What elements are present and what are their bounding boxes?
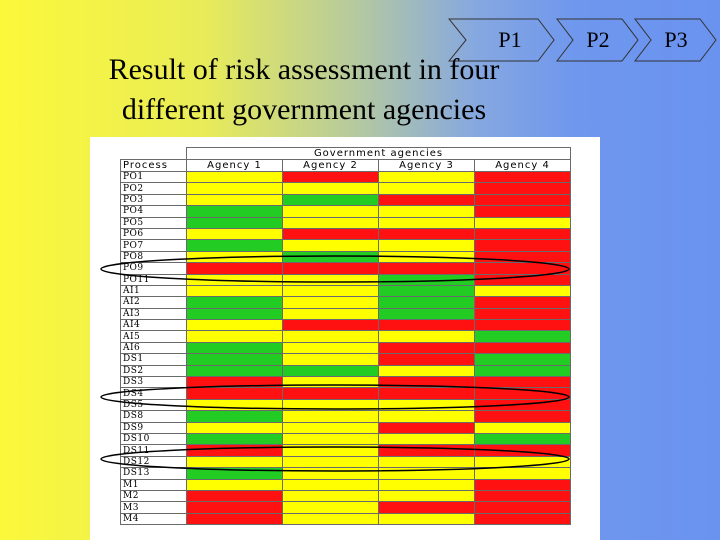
- risk-rating-cell-red: [475, 342, 571, 353]
- risk-rating-cell-yellow: [283, 468, 379, 479]
- risk-rating-cell-yellow: [187, 479, 283, 490]
- risk-rating-cell-yellow: [379, 456, 475, 467]
- risk-rating-cell-red: [379, 342, 475, 353]
- slide-title: [44, 50, 564, 130]
- table-row: [121, 240, 571, 251]
- risk-rating-cell-red: [283, 263, 379, 274]
- table-row: [121, 479, 571, 490]
- table-row: [121, 285, 571, 296]
- process-cell: DS9: [121, 422, 187, 433]
- risk-rating-cell-red: [475, 445, 571, 456]
- risk-rating-cell-yellow: [379, 251, 475, 262]
- table-row: [121, 433, 571, 444]
- risk-rating-cell-green: [187, 354, 283, 365]
- table-row: [121, 320, 571, 331]
- risk-rating-cell-yellow: [187, 285, 283, 296]
- table-row: [121, 263, 571, 274]
- risk-rating-cell-yellow: [187, 320, 283, 331]
- risk-rating-cell-green: [187, 308, 283, 319]
- table-row: [121, 172, 571, 183]
- risk-rating-cell-yellow: [475, 285, 571, 296]
- risk-rating-cell-red: [379, 422, 475, 433]
- risk-rating-cell-green: [187, 297, 283, 308]
- process-cell: PO2: [121, 183, 187, 194]
- risk-rating-cell-yellow: [283, 297, 379, 308]
- table-row: [121, 308, 571, 319]
- risk-rating-cell-red: [283, 320, 379, 331]
- process-cell: PO1: [121, 172, 187, 183]
- risk-rating-cell-green: [187, 365, 283, 376]
- risk-assessment-table: [120, 147, 571, 525]
- table-row: [121, 513, 571, 524]
- risk-rating-cell-red: [475, 172, 571, 183]
- risk-rating-cell-yellow: [187, 251, 283, 262]
- process-cell: PO8: [121, 251, 187, 262]
- process-cell: PO4: [121, 206, 187, 217]
- risk-rating-cell-yellow: [283, 399, 379, 410]
- risk-rating-cell-red: [475, 206, 571, 217]
- risk-rating-cell-yellow: [283, 206, 379, 217]
- slide-title-line-1: Result of risk assessment in four: [108, 53, 500, 86]
- risk-rating-cell-red: [475, 411, 571, 422]
- table-corner-cell: [121, 148, 187, 160]
- risk-rating-cell-green: [187, 206, 283, 217]
- risk-rating-cell-yellow: [187, 456, 283, 467]
- risk-rating-cell-green: [187, 342, 283, 353]
- table-row: [121, 399, 571, 410]
- risk-rating-cell-green: [379, 285, 475, 296]
- table-row: [121, 365, 571, 376]
- risk-rating-cell-yellow: [283, 183, 379, 194]
- risk-rating-cell-yellow: [283, 456, 379, 467]
- process-cell: M4: [121, 513, 187, 524]
- risk-rating-cell-red: [379, 377, 475, 388]
- process-cell: DS3: [121, 377, 187, 388]
- risk-rating-cell-red: [475, 308, 571, 319]
- risk-rating-cell-yellow: [379, 183, 475, 194]
- slide-title-line-2: different government agencies: [121, 93, 487, 126]
- table-row: [121, 217, 571, 228]
- risk-rating-cell-yellow: [283, 479, 379, 490]
- risk-rating-cell-green: [283, 365, 379, 376]
- process-cell: DS5: [121, 399, 187, 410]
- process-cell: M2: [121, 490, 187, 501]
- risk-rating-cell-red: [379, 354, 475, 365]
- risk-rating-cell-green: [187, 468, 283, 479]
- risk-rating-cell-red: [283, 388, 379, 399]
- risk-rating-cell-yellow: [187, 183, 283, 194]
- risk-rating-cell-red: [187, 513, 283, 524]
- process-cell: PO6: [121, 228, 187, 239]
- risk-rating-cell-yellow: [283, 342, 379, 353]
- step-p3-label: P3: [664, 27, 688, 52]
- risk-rating-cell-green: [475, 331, 571, 342]
- risk-rating-cell-green: [187, 411, 283, 422]
- risk-rating-cell-red: [379, 263, 475, 274]
- risk-rating-cell-red: [475, 377, 571, 388]
- table-row: [121, 331, 571, 342]
- table-row: [121, 251, 571, 262]
- risk-rating-cell-red: [475, 274, 571, 285]
- risk-rating-cell-red: [187, 445, 283, 456]
- process-cell: DS4: [121, 388, 187, 399]
- table-row: [121, 297, 571, 308]
- risk-rating-cell-yellow: [283, 308, 379, 319]
- risk-rating-cell-red: [475, 320, 571, 331]
- table-row: [121, 274, 571, 285]
- risk-rating-cell-green: [283, 194, 379, 205]
- step-p2-chevron[interactable]: [556, 18, 640, 62]
- process-cell: PO11: [121, 274, 187, 285]
- risk-rating-cell-yellow: [283, 422, 379, 433]
- process-cell: M3: [121, 502, 187, 513]
- risk-rating-cell-red: [475, 228, 571, 239]
- process-cell: AI2: [121, 297, 187, 308]
- risk-rating-cell-red: [379, 228, 475, 239]
- risk-rating-cell-red: [475, 479, 571, 490]
- risk-rating-cell-yellow: [379, 206, 475, 217]
- process-cell: PO3: [121, 194, 187, 205]
- risk-rating-cell-green: [379, 274, 475, 285]
- risk-rating-cell-green: [475, 365, 571, 376]
- table-row: [121, 490, 571, 501]
- process-cell: DS13: [121, 468, 187, 479]
- risk-rating-cell-yellow: [475, 422, 571, 433]
- risk-rating-cell-yellow: [187, 228, 283, 239]
- risk-rating-cell-yellow: [283, 513, 379, 524]
- table-row: [121, 502, 571, 513]
- risk-rating-cell-yellow: [379, 172, 475, 183]
- step-p2-label: P2: [586, 27, 610, 52]
- risk-rating-cell-yellow: [283, 411, 379, 422]
- process-cell: PO5: [121, 217, 187, 228]
- table-header-row: [121, 160, 571, 172]
- table-row: [121, 183, 571, 194]
- process-cell: AI6: [121, 342, 187, 353]
- risk-rating-cell-red: [475, 513, 571, 524]
- risk-rating-cell-yellow: [187, 194, 283, 205]
- risk-rating-cell-yellow: [379, 217, 475, 228]
- risk-rating-cell-yellow: [187, 274, 283, 285]
- risk-assessment-table-panel: [90, 137, 600, 540]
- process-cell: PO7: [121, 240, 187, 251]
- risk-rating-cell-yellow: [283, 217, 379, 228]
- risk-rating-cell-yellow: [187, 172, 283, 183]
- process-cell: AI3: [121, 308, 187, 319]
- risk-rating-cell-yellow: [379, 365, 475, 376]
- risk-rating-cell-red: [475, 183, 571, 194]
- process-cell: DS1: [121, 354, 187, 365]
- risk-rating-cell-red: [379, 445, 475, 456]
- risk-rating-cell-red: [475, 194, 571, 205]
- agency-column-header: Agency 4: [475, 160, 571, 172]
- risk-rating-cell-red: [475, 297, 571, 308]
- process-cell: AI4: [121, 320, 187, 331]
- risk-rating-cell-yellow: [379, 399, 475, 410]
- agency-column-header: Agency 3: [379, 160, 475, 172]
- table-row: [121, 354, 571, 365]
- risk-rating-cell-red: [283, 228, 379, 239]
- process-cell: DS2: [121, 365, 187, 376]
- risk-rating-cell-yellow: [379, 411, 475, 422]
- process-cell: AI1: [121, 285, 187, 296]
- process-cell: M1: [121, 479, 187, 490]
- risk-rating-cell-green: [475, 354, 571, 365]
- process-cell: DS11: [121, 445, 187, 456]
- process-cell: PO9: [121, 263, 187, 274]
- agency-column-header: Agency 1: [187, 160, 283, 172]
- risk-rating-cell-yellow: [283, 240, 379, 251]
- risk-rating-cell-green: [187, 433, 283, 444]
- risk-rating-cell-yellow: [187, 331, 283, 342]
- risk-rating-cell-red: [187, 502, 283, 513]
- process-cell: DS8: [121, 411, 187, 422]
- table-row: [121, 377, 571, 388]
- process-cell: DS10: [121, 433, 187, 444]
- risk-rating-cell-red: [475, 502, 571, 513]
- risk-rating-cell-green: [379, 297, 475, 308]
- table-row: [121, 445, 571, 456]
- step-p3-chevron[interactable]: [634, 18, 718, 62]
- risk-rating-cell-red: [475, 490, 571, 501]
- risk-rating-cell-green: [283, 251, 379, 262]
- risk-rating-cell-yellow: [283, 331, 379, 342]
- table-row: [121, 194, 571, 205]
- table-row: [121, 206, 571, 217]
- risk-rating-cell-red: [379, 194, 475, 205]
- risk-rating-cell-yellow: [283, 445, 379, 456]
- table-row: [121, 228, 571, 239]
- risk-rating-cell-red: [187, 263, 283, 274]
- table-row: [121, 422, 571, 433]
- risk-rating-cell-red: [379, 502, 475, 513]
- risk-rating-cell-yellow: [379, 433, 475, 444]
- risk-rating-cell-yellow: [283, 274, 379, 285]
- risk-rating-cell-yellow: [379, 479, 475, 490]
- risk-rating-cell-green: [379, 308, 475, 319]
- risk-rating-cell-red: [379, 320, 475, 331]
- risk-rating-cell-yellow: [379, 240, 475, 251]
- risk-rating-cell-green: [475, 433, 571, 444]
- step-p1-label: P1: [498, 27, 522, 52]
- table-group-header-row: [121, 148, 571, 160]
- risk-rating-cell-yellow: [283, 502, 379, 513]
- risk-rating-cell-red: [379, 388, 475, 399]
- table-row: [121, 456, 571, 467]
- table-row: [121, 411, 571, 422]
- group-header: Government agencies: [187, 148, 571, 160]
- risk-rating-cell-yellow: [283, 433, 379, 444]
- process-cell: DS12: [121, 456, 187, 467]
- risk-rating-cell-yellow: [379, 513, 475, 524]
- table-row: [121, 388, 571, 399]
- risk-rating-cell-red: [475, 240, 571, 251]
- risk-rating-cell-yellow: [475, 468, 571, 479]
- risk-rating-cell-yellow: [283, 377, 379, 388]
- risk-rating-cell-green: [187, 240, 283, 251]
- risk-rating-cell-yellow: [283, 354, 379, 365]
- risk-rating-cell-red: [187, 377, 283, 388]
- risk-rating-cell-yellow: [187, 399, 283, 410]
- risk-rating-cell-yellow: [475, 217, 571, 228]
- risk-rating-cell-yellow: [379, 468, 475, 479]
- risk-rating-cell-yellow: [283, 285, 379, 296]
- risk-rating-cell-red: [283, 172, 379, 183]
- risk-rating-cell-red: [187, 388, 283, 399]
- risk-rating-cell-red: [475, 388, 571, 399]
- risk-rating-cell-yellow: [379, 331, 475, 342]
- risk-rating-cell-red: [475, 263, 571, 274]
- risk-rating-cell-green: [187, 217, 283, 228]
- agency-column-header: Agency 2: [283, 160, 379, 172]
- risk-rating-cell-yellow: [283, 490, 379, 501]
- risk-rating-cell-yellow: [187, 422, 283, 433]
- table-row: [121, 342, 571, 353]
- risk-rating-cell-red: [475, 399, 571, 410]
- table-row: [121, 468, 571, 479]
- risk-rating-cell-yellow: [475, 456, 571, 467]
- risk-rating-cell-red: [187, 490, 283, 501]
- process-column-header: Process: [121, 160, 187, 172]
- risk-rating-cell-red: [475, 251, 571, 262]
- process-cell: AI5: [121, 331, 187, 342]
- risk-rating-cell-yellow: [379, 490, 475, 501]
